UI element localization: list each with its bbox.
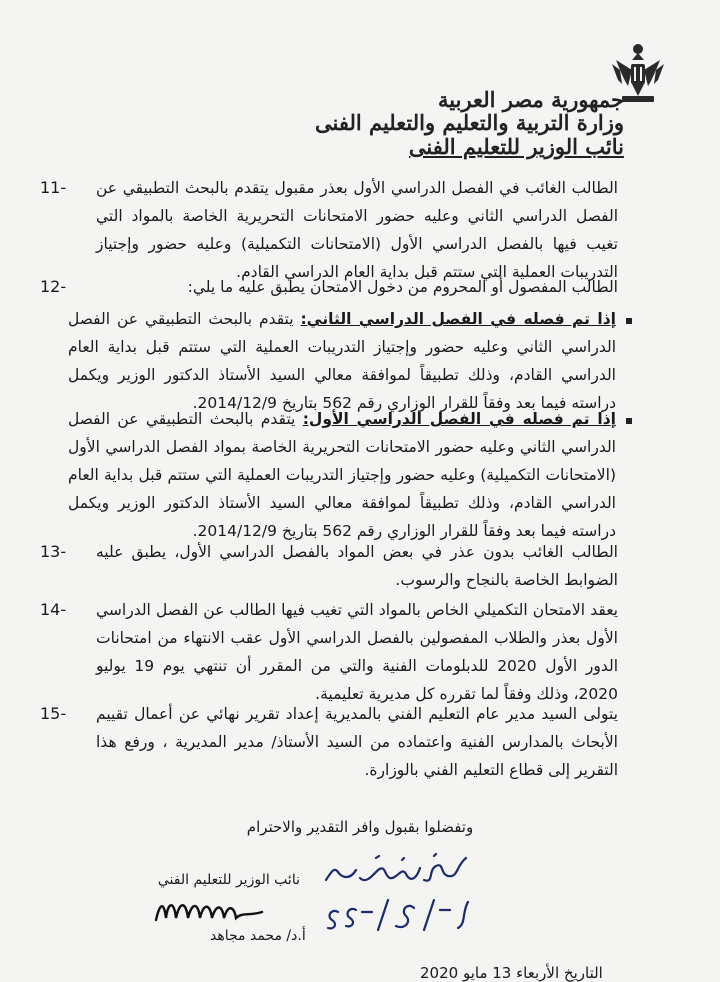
- item-text: يتولى السيد مدير عام التعليم الفني بالمديرية إعداد تقرير نهائي عن أعمال تقييم الأبحاث بالمدارس الفنية واعتماده من السيد الأستاذ/ مدير المديرية ، ورفع هذا التقرير إلى قطاع التعليم الفني بالوزارة.: [96, 705, 618, 779]
- footer-date: التاريخ الأربعاء 13 مايو 2020: [420, 964, 603, 982]
- header-country: جمهورية مصر العربية: [438, 87, 624, 112]
- bullet-item: [68, 405, 616, 545]
- item-number: 12-: [40, 277, 67, 296]
- bullet-icon: [626, 418, 632, 424]
- item-text: الطالب الغائب في الفصل الدراسي الأول بعذر مقبول يتقدم بالبحث التطبيقي عن الفصل الدراسي الثاني وعليه حضور الامتحانات التحريرية الخاصة بالمواد التي تغيب فيها بالفصل الدراسي الأول (الامتحانات التكميلية) وعليه حضور وإجتياز التدريبات العملية التي ستتم قبل بداية العام الدراسي القادم.: [96, 179, 618, 281]
- item-text: يعقد الامتحان التكميلي الخاص بالمواد التي تغيب فيها الطالب عن الفصل الدراسي الأول بعذر والطلاب المفصولين بالفصل الدراسي الأول عقب الانتهاء من امتحانات الدور الأول 2020 للدبلومات الفنية والتي من المقرر أن تنتهي يوم 19 يوليو 2020، وذلك وفقاً لما تقرره كل مديرية تعليمية.: [96, 601, 619, 703]
- bullet-lead: إذا تم فصله في الفصل الدراسي الأول:: [302, 410, 616, 428]
- bullet-item: [68, 305, 616, 417]
- item-number: 15-: [40, 704, 67, 723]
- handwritten-note: [316, 850, 476, 940]
- bullet-lead: إذا تم فصله في الفصل الدراسي الثاني:: [300, 310, 616, 328]
- signature-scribble: [150, 892, 270, 928]
- item-number: 13-: [40, 542, 67, 561]
- bullet-text: يتقدم بالبحث التطبيقي عن الفصل الدراسي الثاني وعليه حضور الامتحانات التحريرية الخاصة بمواد الفصل الدراسي الأول (الامتحانات التكميلية) وعليه حضور وإجتياز التدريبات العملية التي ستتم قبل بداية العام الدراسي القادم، وذلك تطبيقاً لموافقة معالي السيد الأستاذ الدكتور الوزير ويكمل دراسته فيما بعد وفقاً للقرار الوزاري رقم 562 بتاريخ 2014/12/9.: [68, 410, 616, 540]
- header-office: نائب الوزير للتعليم الفنى: [408, 134, 624, 159]
- item-text: الطالب الغائب بدون عذر في بعض المواد بالفصل الدراسي الأول، يطبق عليه الضوابط الخاصة بالنجاح والرسوب.: [96, 543, 618, 589]
- closing-text: وتفضلوا بقبول وافر التقدير والاحترام: [246, 818, 474, 836]
- item-number: 14-: [40, 600, 67, 619]
- item-text: الطالب المفصول أو المحروم من دخول الامتحان يطبق عليه ما يلي:: [187, 278, 618, 296]
- header-ministry: وزارة التربية والتعليم والتعليم الفنى: [314, 110, 624, 135]
- bullet-text: يتقدم بالبحث التطبيقي عن الفصل الدراسي الثاني وعليه حضور وإجتياز التدريبات العملية التي ستتم قبل بداية العام الدراسي القادم، وذلك تطبيقاً لموافقة معالي السيد الأستاذ الدكتور الوزير ويكمل دراسته فيما بعد وفقاً للقرار الوزاري رقم 562 بتاريخ 2014/12/9.: [68, 310, 616, 412]
- bullet-icon: [626, 318, 632, 324]
- item-number: 11-: [40, 178, 67, 197]
- signature-title: نائب الوزير للتعليم الفني: [157, 872, 300, 888]
- signatory-name: أ.د/ محمد مجاهد: [210, 928, 306, 944]
